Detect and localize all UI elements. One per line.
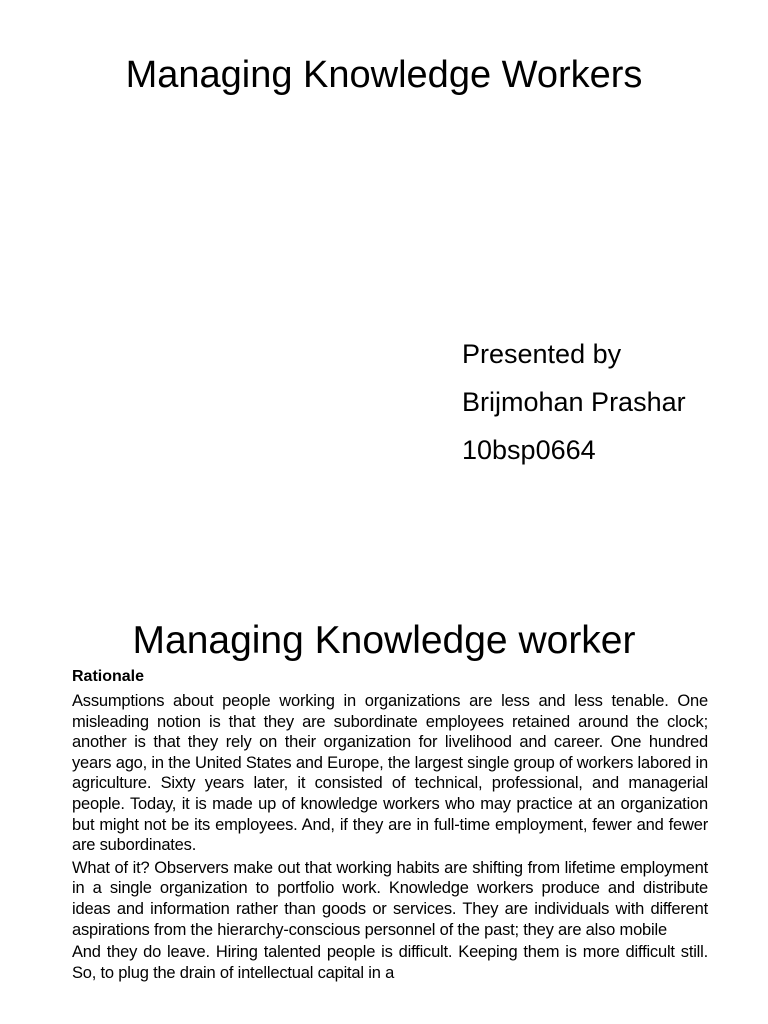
paragraph: And they do leave. Hiring talented people is difficult. Keeping them is more difficult still. So, to plug the drain of intellectual capital in a [72,943,708,982]
paragraph: Assumptions about people working in organizations are less and less tenable. One misleading notion is that they are subordinate employees retained around the clock; another is that they rely on their organization for livelihood and career. One hundred years ago, in the United States and Europe, the largest single group of workers labored in agriculture. Sixty years later, it consisted of technical, professional, and managerial people. Today, it is made up of knowledge workers who may practice at an organization but might not be its employees. And, if they are in full-time employment, fewer and fewer are subordinates. [72,692,708,855]
paragraph: What of it? Observers make out that working habits are shifting from lifetime employment in a single organization to portfolio work. Knowledge workers produce and distribute ideas and information rather than goods or services. They are individuals with different aspirations from the hierarchy-conscious personnel of the past; they are also mobile [72,858,708,939]
presentation-title: Managing Knowledge Workers [125,54,643,96]
slide-body [72,667,708,985]
slide-rationale [0,576,768,1024]
presenter-block [462,330,762,474]
presenter-id: 10bsp0664 [462,435,596,465]
section-heading: Rationale [72,668,145,685]
slide-title: Managing Knowledge worker [132,619,636,662]
presented-by-label: Presented by [462,339,622,369]
presenter-name: Brijmohan Prashar [462,387,686,417]
